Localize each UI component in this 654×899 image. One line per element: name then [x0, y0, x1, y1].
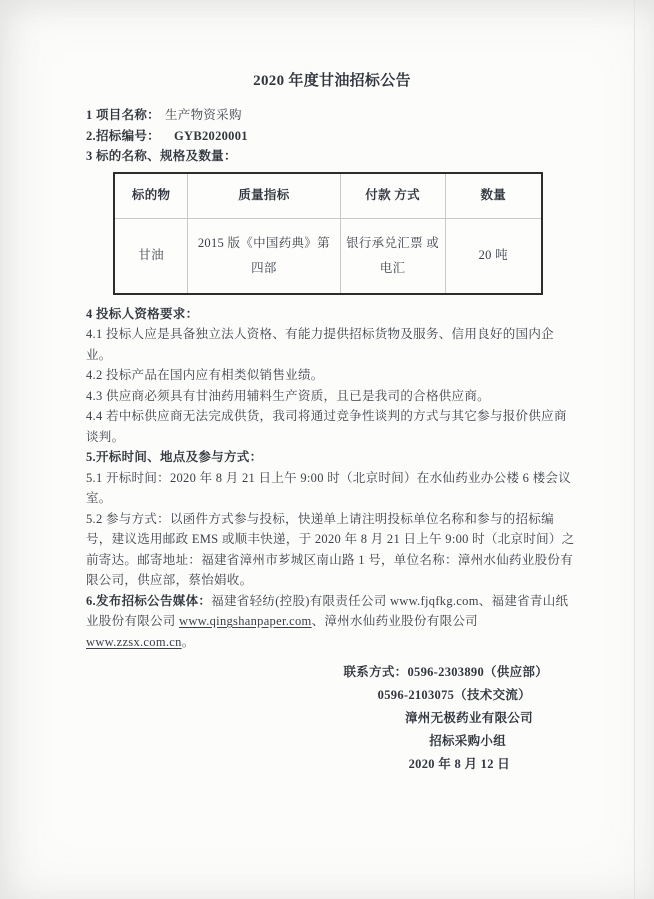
table-row: [114, 218, 542, 294]
section4-item: 4.1 投标人应是具备独立法人资格、有能力提供招标货物及服务、信用良好的国内企业。: [86, 327, 554, 362]
zzsx-link[interactable]: www.zzsx.com.cn: [86, 634, 182, 649]
tender-number-line: [86, 126, 578, 147]
project-name-label: 1 项目名称：: [86, 108, 160, 122]
section5-heading: 5.开标时间、地点及参与方式：: [86, 450, 263, 464]
cell-quality: 2015 版《中国药典》第四部: [188, 218, 340, 294]
page-title: 2020 年度甘油招标公告: [253, 73, 411, 89]
header-payment: 付款 方式: [340, 173, 445, 219]
contact-phone-technical: 0596-2103075（技术交流）: [377, 688, 531, 702]
section-bid-opening: [86, 447, 578, 591]
cell-quantity: 20 吨: [445, 218, 542, 294]
section6-paragraph: [86, 591, 578, 653]
qingshanpaper-link[interactable]: www.qingshanpaper.com: [179, 614, 312, 628]
company-name: 漳州无极药业有限公司: [404, 711, 533, 725]
section4-heading: 4 投标人资格要求：: [86, 306, 199, 321]
tender-number-value: GYB2020001: [173, 128, 248, 143]
media-text: 、漳州水仙药业股份有限公司: [311, 614, 478, 628]
spec-table: [113, 172, 543, 295]
media-text: 。: [181, 634, 195, 649]
contact-phone-supply: 联系方式：0596-2303890（供应部）: [343, 665, 548, 679]
project-name-line: [86, 105, 578, 126]
section4-item: 4.2 投标产品在国内应有相类似销售业绩。: [86, 368, 324, 382]
section-bidder-requirements: [86, 304, 578, 448]
announcement-date: 2020 年 8 月 12 日: [408, 757, 510, 771]
cell-payment: 银行承兑汇票 或电汇: [340, 218, 445, 294]
header-quality: 质量指标: [188, 173, 340, 219]
cell-subject: 甘油: [114, 218, 188, 294]
section4-item: 4.4 若中标供应商无法完成供货，我司将通过竞争性谈判的方式与其它参与报价供应商谈判。: [86, 409, 567, 444]
team-name: 招标采购小组: [429, 734, 506, 748]
spec-section-line: [86, 146, 578, 167]
section5-item: 5.1 开标时间：2020 年 8 月 21 日上午 9:00 时（北京时间）在水仙药业办公楼 6 楼会议室。: [86, 470, 571, 505]
media-text: 福建省轻纺(控股)有限责任公司 www.fjqfkg.com、福建省青山纸业股份有限公司: [86, 593, 569, 628]
section5-item: 5.2 参与方式：以函件方式参与投标，快递单上请注明投标单位名称和参与的招标编号，建议选用邮政 EMS 或顺丰快递，于 2020 年 8 月 21 日上午 9:00 时（北京时间）之前寄达。邮寄地址：福建省漳州市芗城区南山路 1 号，单位名称：漳州水仙药业股份有限公司，供应部，蔡怡娟收。: [86, 511, 575, 587]
section6-heading: 6.发布招标公告媒体：: [86, 593, 212, 608]
header-subject: 标的物: [114, 173, 188, 219]
spec-section-label: 3 标的名称、规格及数量：: [86, 149, 237, 163]
project-name-value: 生产物资采购: [164, 108, 242, 122]
signature-block: [86, 661, 578, 776]
header-quantity: 数量: [445, 173, 542, 219]
section4-item: 4.3 供应商必须具有甘油药用辅料生产资质，且已是我司的合格供应商。: [86, 388, 490, 403]
spec-table-header-row: [114, 173, 542, 219]
section-announcement-media: [86, 591, 578, 653]
tender-number-label: 2.招标编号：: [86, 128, 160, 143]
